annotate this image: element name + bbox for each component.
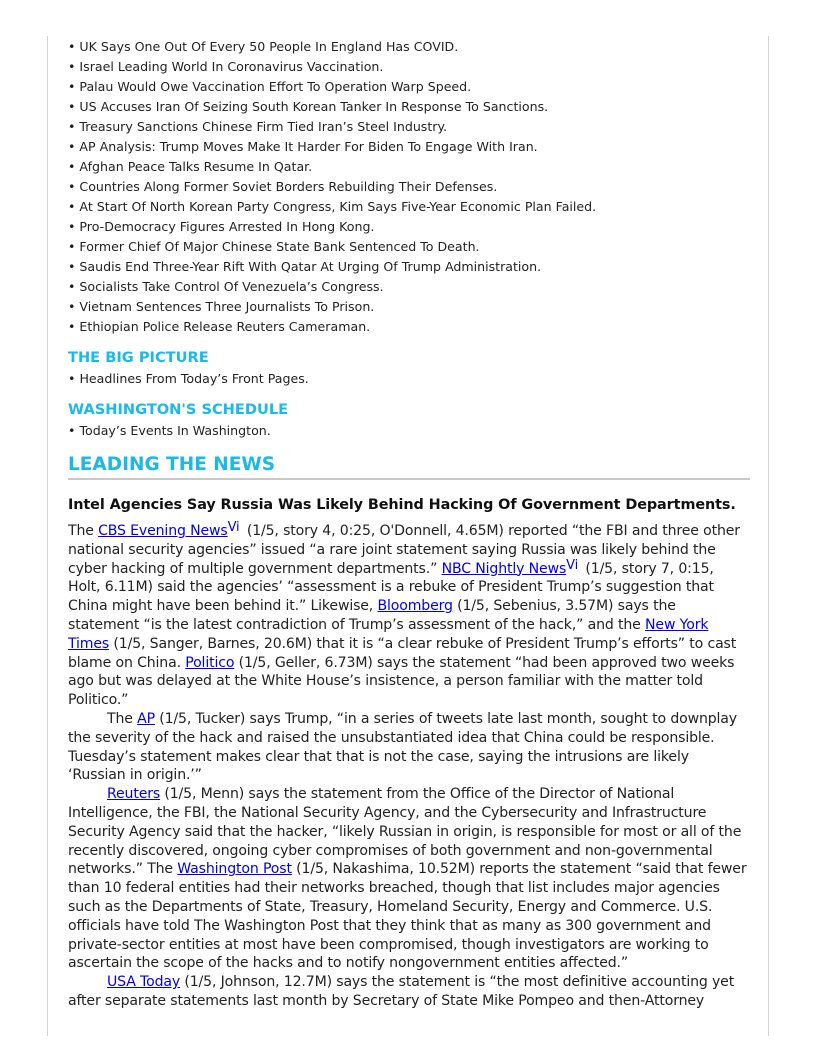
list-item[interactable]: • Palau Would Owe Vaccination Effort To Operation Warp Speed. [68, 79, 472, 94]
paragraph-text: (1/5, Tucker) says Trump, “in a series of tweets late last month, sought to downplay the severity of the hack and raised the unsubstantiated idea that China could be responsible. Tuesday’s statement makes clear that that is not the case, saying the intrusions are likely ‘Russian in origin.’” [68, 710, 737, 784]
source-link[interactable]: Reuters [107, 786, 161, 803]
newsletter-content [68, 37, 750, 1011]
source-link[interactable]: NBC Nightly News [441, 560, 567, 577]
list-item[interactable]: • Countries Along Former Soviet Borders Rebuilding Their Defenses. [68, 179, 498, 194]
right-page-border [768, 36, 769, 1036]
video-icon[interactable]: Vi [566, 557, 579, 573]
story-paragraph [68, 785, 750, 973]
story-paragraph [68, 710, 750, 785]
paragraph-text: (1/5, Sanger, Barnes, 20.6M) that it is “a clear rebuke of President Trump’s efforts” to cast blame on China. [68, 635, 737, 671]
source-link[interactable]: Bloomberg [377, 598, 453, 615]
paragraph-text: (1/5, Johnson, 12.7M) says the statement is “the most definitive accounting yet after separate statements last month by Secretary of State Mike Pompeo and then-Attorney [68, 974, 735, 1009]
list-item[interactable]: • UK Says One Out Of Every 50 People In England Has COVID. [68, 39, 459, 54]
big-picture-heading: THE BIG PICTURE [68, 349, 209, 366]
paragraph-text: (1/5, story 4, 0:25, O'Donnell, 4.65M) reported “the FBI and three other national security agencies” issued “a rare joint statement saying Russia was likely behind the cyber hacking of multiple government departments.” [68, 523, 740, 577]
big-picture-list [68, 369, 750, 389]
list-item[interactable]: • Afghan Peace Talks Resume In Qatar. [68, 159, 313, 174]
list-item-label[interactable]: Today’s Events In Washington. [79, 423, 271, 438]
source-link[interactable]: Washington Post [177, 861, 292, 878]
list-item[interactable]: • Pro-Democracy Figures Arrested In Hong Kong. [68, 219, 375, 234]
list-item[interactable]: • At Start Of North Korean Party Congress, Kim Says Five-Year Economic Plan Failed. [68, 199, 597, 214]
source-link[interactable]: CBS Evening News [98, 523, 228, 539]
paragraph-text: (1/5, Sebenius, 3.57M) says the statement “is the latest contradiction of Trump’s assessment of the hack,” and the [68, 598, 676, 633]
source-link[interactable]: USA Today [107, 974, 181, 991]
paragraph-text: The [68, 523, 99, 539]
story-title: Intel Agencies Say Russia Was Likely Behind Hacking Of Government Departments. [68, 497, 736, 513]
source-link[interactable]: Politico [185, 654, 235, 671]
washington-schedule-list [68, 421, 750, 441]
paragraph-text: (1/5, Geller, 6.73M) says the statement “had been approved two weeks ago but was delayed at the White House’s insistence, a person familiar with the matter told Politico.” [68, 654, 735, 709]
list-item[interactable]: • US Accuses Iran Of Seizing South Korean Tanker In Response To Sanctions. [68, 99, 549, 114]
paragraph-text: (1/5, Nakashima, 10.52M) reports the statement “said that fewer than 10 federal entities had their networks breached, though that list includes major agencies such as the Departments of State, Treasury, Homeland Security, Energy and Commerce. U.S. officials have told The Washington Post that they think that as many as 300 government and private-sector entities at most have been compromised, though investigators are working to ascertain the scope of the hacks and to notify nongovernment entities affected.” [68, 861, 747, 972]
paragraph-text: (1/5, Menn) says the statement from the Office of the Director of National Intelligence, the FBI, the National Security Agency, and the Cybersecurity and Infrastructure Security Agency said that the hacker, “likely Russian in origin, is responsible for most or all of the recently discovered, ongoing cyber compromises of both government and non-governmental networks.” The [68, 786, 742, 878]
list-item[interactable]: • Headlines From Today’s Front Pages. [68, 371, 309, 386]
left-page-border [47, 36, 48, 1036]
list-item[interactable]: • AP Analysis: Trump Moves Make It Harder For Biden To Engage With Iran. [68, 139, 538, 154]
video-icon[interactable]: Vi [227, 520, 240, 535]
leading-the-news-heading: LEADING THE NEWS [68, 453, 750, 480]
paragraph-text: (1/5, story 7, 0:15, Holt, 6.11M) said the agencies’ “assessment is a rebuke of President Trump’s suggestion that China might have been behind it.” Likewise, [68, 560, 714, 615]
list-item[interactable]: • Today’s Events In Washington. [68, 423, 271, 438]
headline-list [68, 37, 750, 337]
list-item[interactable]: • Ethiopian Police Release Reuters Cameraman. [68, 319, 371, 334]
story-paragraph [68, 973, 750, 1011]
list-item[interactable]: • Treasury Sanctions Chinese Firm Tied Iran’s Steel Industry. [68, 119, 448, 134]
story-paragraph [68, 522, 750, 710]
story-body [68, 522, 750, 1011]
paragraph-text: The [107, 710, 138, 727]
list-item[interactable]: • Saudis End Three-Year Rift With Qatar At Urging Of Trump Administration. [68, 259, 542, 274]
list-item[interactable]: • Vietnam Sentences Three Journalists To Prison. [68, 299, 375, 314]
list-item[interactable]: • Former Chief Of Major Chinese State Bank Sentenced To Death. [68, 239, 480, 254]
source-link[interactable]: AP [137, 710, 155, 727]
list-item-label[interactable]: Headlines From Today’s Front Pages. [79, 371, 309, 386]
list-item[interactable]: • Socialists Take Control Of Venezuela’s Congress. [68, 279, 384, 294]
source-link[interactable]: New York Times [68, 616, 709, 652]
washington-schedule-heading: WASHINGTON'S SCHEDULE [68, 401, 289, 418]
list-item[interactable]: • Israel Leading World In Coronavirus Vaccination. [68, 59, 384, 74]
